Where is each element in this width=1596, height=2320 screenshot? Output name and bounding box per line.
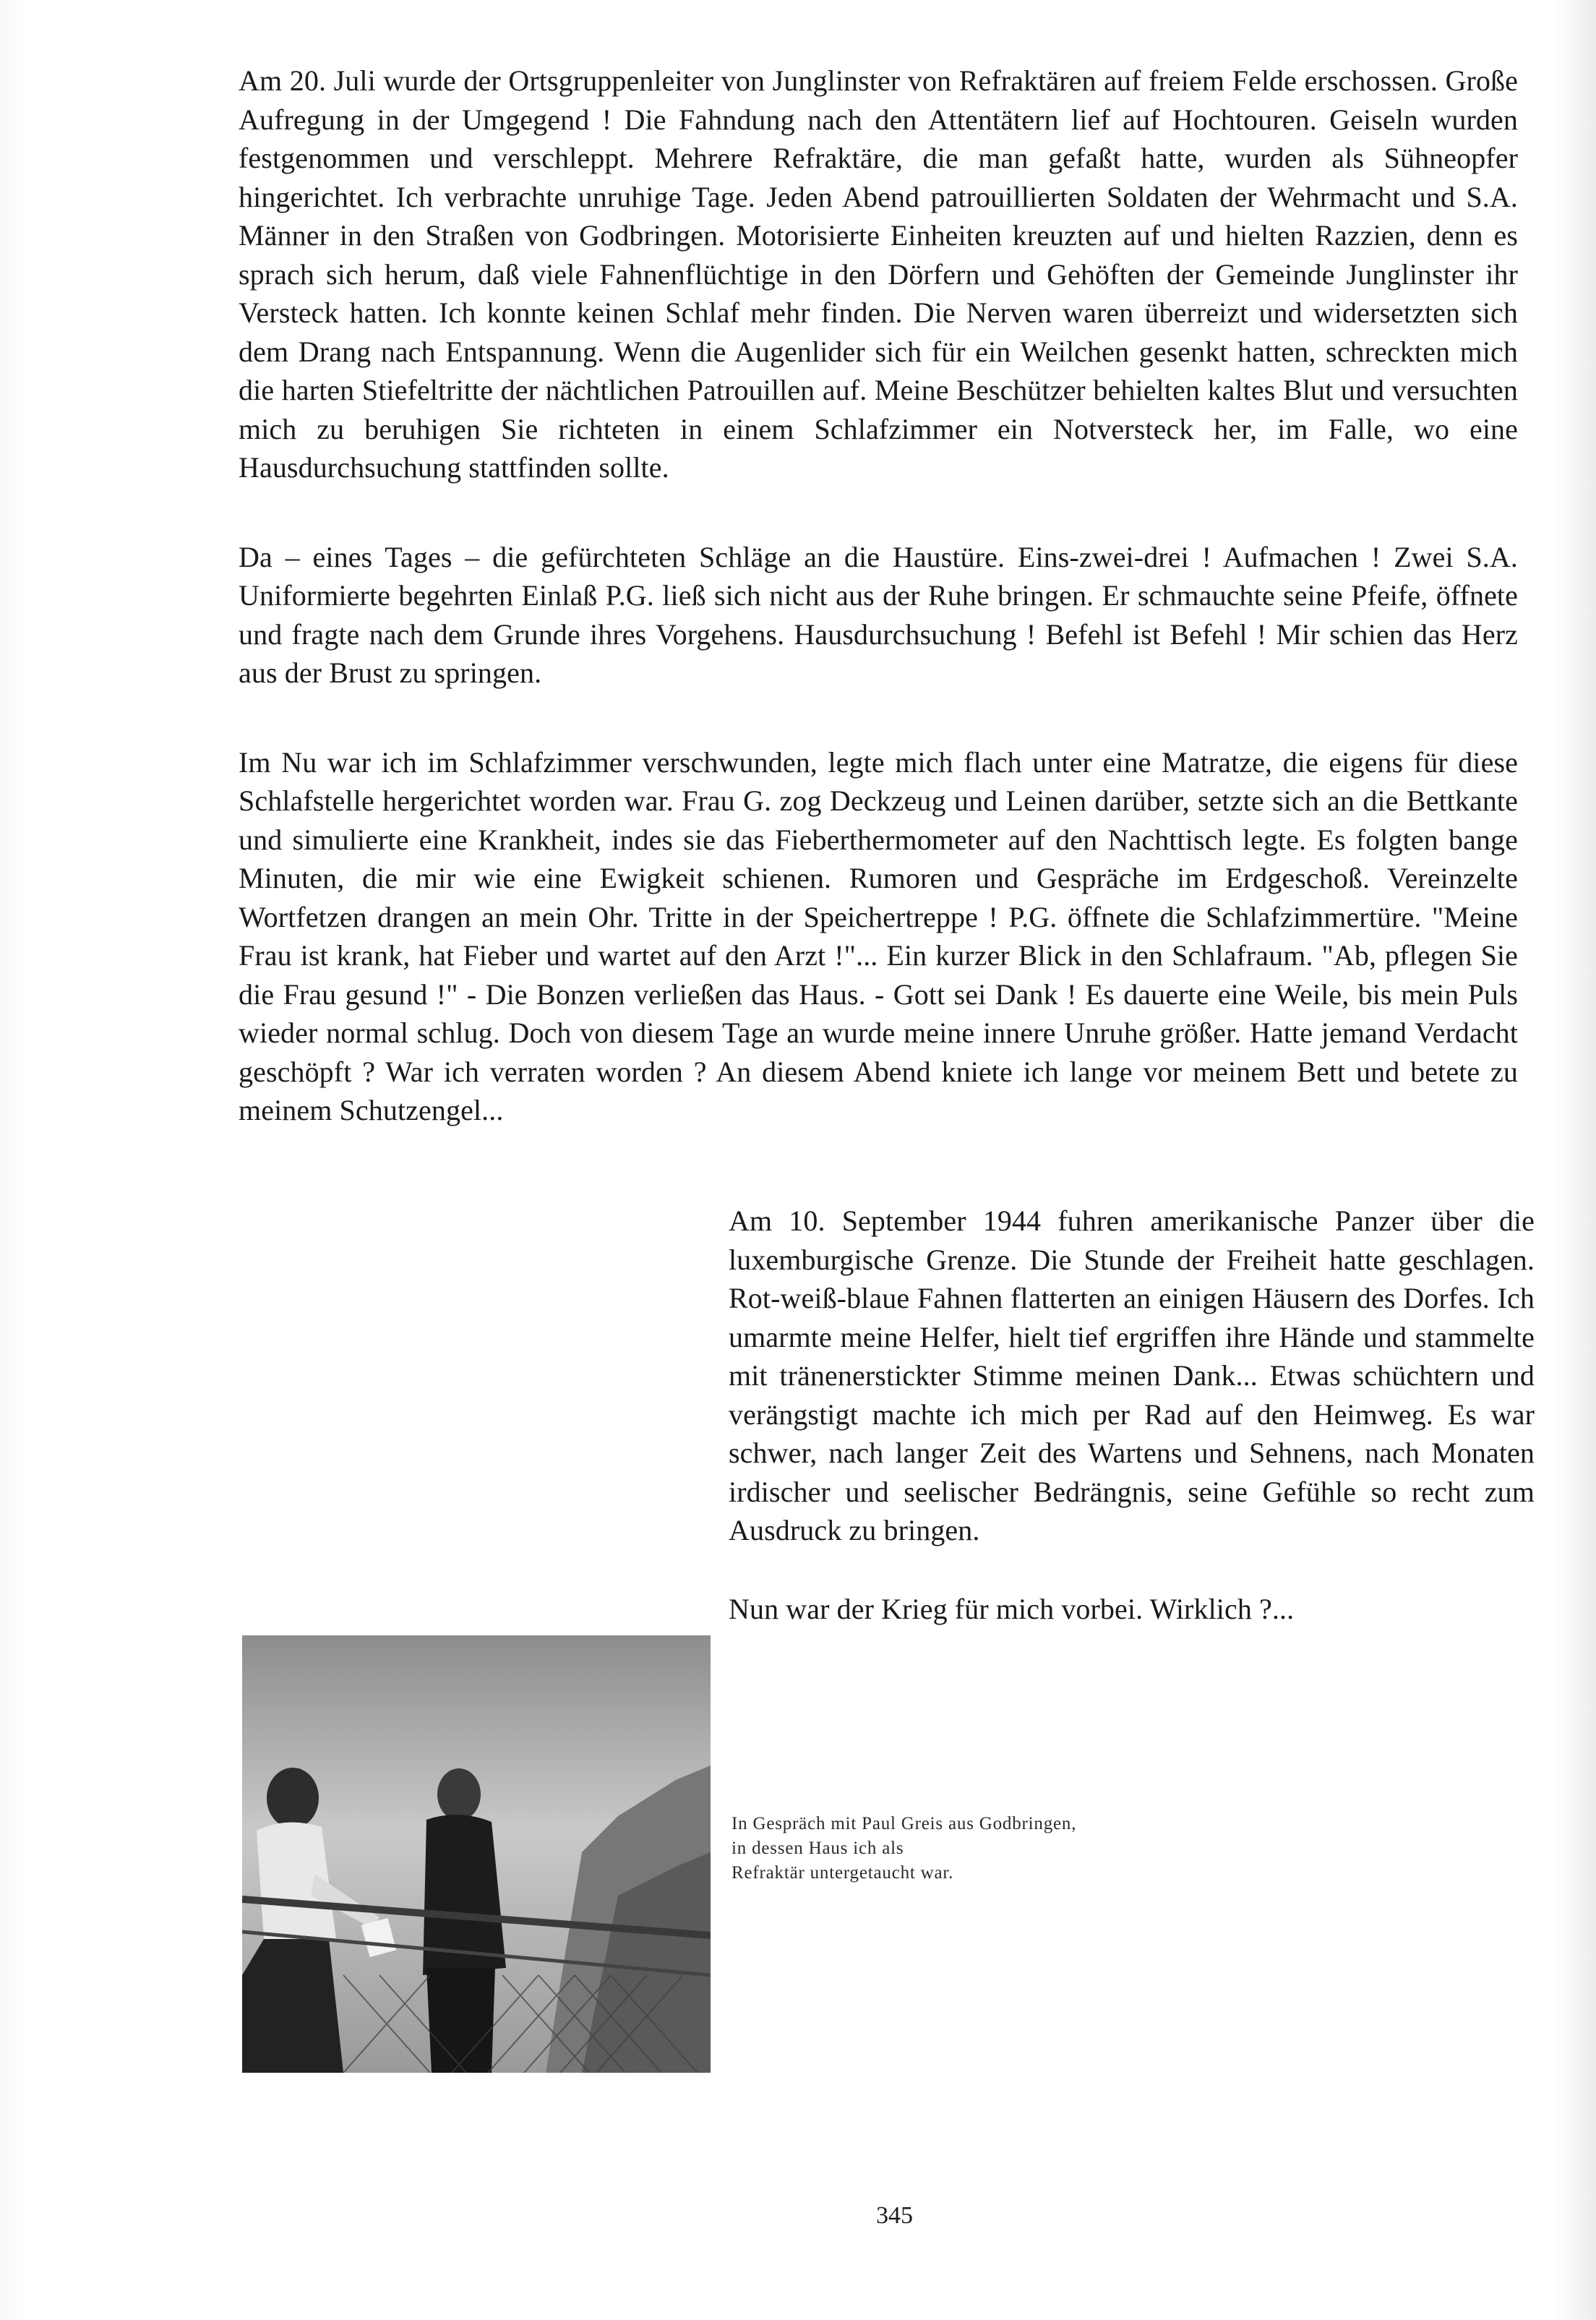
main-text-column (239, 61, 1518, 1181)
caption-line-1: In Gespräch mit Paul Greis aus Godbringen, (732, 1814, 1077, 1833)
caption-line-2: in dessen Haus ich als (732, 1839, 904, 1858)
caption-line-3: Refraktär untergetaucht war. (732, 1863, 954, 1883)
paragraph-july-20: Am 20. Juli wurde der Ortsgruppenleiter von Junglinster von Refraktären auf freiem Felde erschossen. Große Aufregung in der Umgegend ! Die Fahndung nach den Attentätern lief auf Hochtouren. Geiseln wurden festgenommen und verschleppt. Mehrere Refraktäre, die man gefaßt hatte, wurden als Sühneopfer hingerichtet. Ich verbrachte unruhige Tage. Jeden Abend patrouillierten Soldaten der Wehrmacht und S.A. Männer in den Straßen von Godbringen. Motorisierte Einheiten kreuzten auf und hielten Razzien, denn es sprach sich herum, daß viele Fahnenflüchtige in den Dörfern und Gehöften der Gemeinde Junglinster ihr Versteck hatten. Ich konnte keinen Schlaf mehr finden. Die Nerven waren überreizt und widersetzten sich dem Drang nach Entspannung. Wenn die Augenlider sich für ein Weilchen gesenkt hatten, schreckten mich die harten Stiefeltritte der nächtlichen Patrouillen auf. Meine Beschützer behielten kaltes Blut und versuchten mich zu beruhigen Sie richteten in einem Schlafzimmer ein Notversteck her, im Falle, wo eine Hausdurchsuchung stattfinden sollte. (239, 64, 1518, 484)
photo-caption (732, 1812, 1237, 1885)
right-text-column (729, 1202, 1535, 1668)
black-white-photo (242, 1635, 711, 2073)
paragraph-war-over: Nun war der Krieg für mich vorbei. Wirklich ?... (729, 1592, 1295, 1625)
page-number: 345 (876, 2202, 913, 2229)
paragraph-liberation: Am 10. September 1944 fuhren amerikanische Panzer über die luxemburgische Grenze. Die Stunde der Freiheit hatte geschlagen. Rot-weiß-blaue Fahnen flatterten an einigen Häusern des Dorfes. Ich umarmte meine Helfer, hielt tief ergriffen ihre Hände und stammelte mit tränenerstickter Stimme meinen Dank... Etwas schüchtern und verängstigt machte ich mich per Rad auf den Heimweg. Es war schwer, nach langer Zeit des Wartens und Sehnens, nach Monaten irdischer und seelischer Bedrängnis, seine Gefühle so recht zum Ausdruck zu bringen. (729, 1204, 1535, 1546)
paragraph-hiding-mattress: Im Nu war ich im Schlafzimmer verschwunden, legte mich flach unter eine Matratze, die eigens für diese Schlafstelle hergerichtet worden war. Frau G. zog Deckzeug und Leinen darüber, setzte sich an die Bettkante und simulierte eine Krankheit, indes sie das Fieberthermometer auf den Nachttisch legte. Es folgten bange Minuten, die mir wie eine Ewigkeit schienen. Rumoren und Gespräche im Erdgeschoß. Vereinzelte Wortfetzen drangen an mein Ohr. Tritte in der Speichertreppe ! P.G. öffnete die Schlafzimmertüre. "Meine Frau ist krank, hat Fieber und wartet auf den Arzt !"... Ein kurzer Blick in den Schlafraum. "Ab, pflegen Sie die Frau gesund !" - Die Bonzen verließen das Haus. - Gott sei Dank ! Es dauerte eine Weile, bis mein Puls wieder normal schlug. Doch von diesem Tage an wurde meine innere Unruhe größer. Hatte jemand Verdacht geschöpft ? War ich verraten worden ? An diesem Abend kniete ich lange vor meinem Bett und betete zu meinem Schutzengel... (239, 745, 1518, 1126)
paragraph-house-search: Da – eines Tages – die gefürchteten Schläge an die Haustüre. Eins-zwei-drei ! Aufmachen ! Zwei S.A. Uniformierte begehrten Einlaß P.G. ließ sich nicht aus der Ruhe bringen. Er schmauchte seine Pfeife, öffnete und fragte nach dem Grunde ihres Vorgehens. Hausdurchsuchung ! Befehl ist Befehl ! Mir schien das Herz aus der Brust zu springen. (239, 540, 1518, 689)
